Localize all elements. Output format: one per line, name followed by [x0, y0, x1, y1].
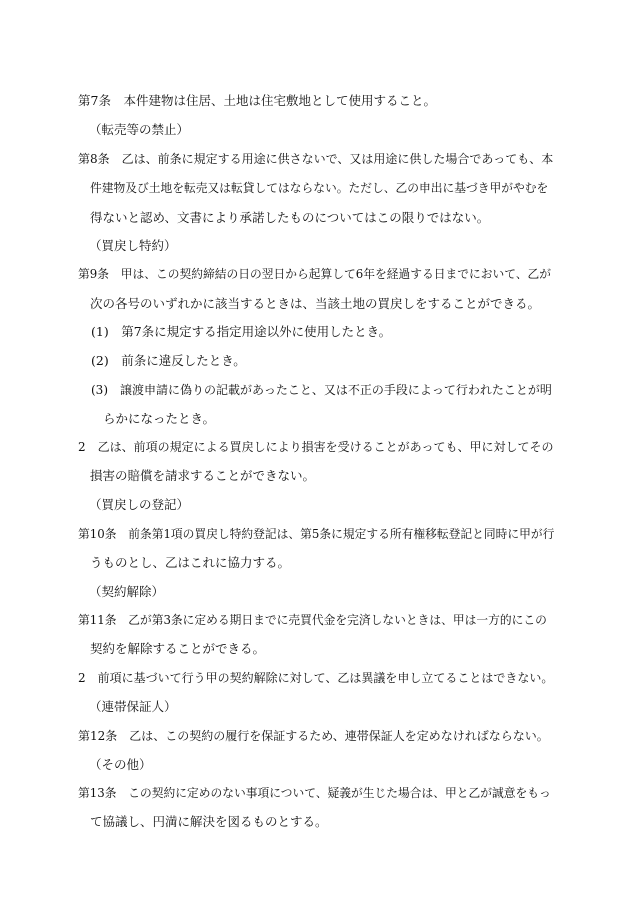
article-9-line-1: 第9条 甲は、この契約締結の日の翌日から起算して6年を経過する日までにおいて、乙が: [78, 267, 551, 281]
article-9-item-3-line-2: らかになったとき。: [103, 411, 216, 426]
article-11-line-2: 契約を解除することができる。: [90, 641, 266, 656]
article-8-line-2: 件建物及び土地を転売又は転貸してはならない。ただし、乙の申出に基づき甲がやむを: [90, 181, 549, 195]
article-9-item-3-line-1: (3) 譲渡申請に偽りの記載があったこと、又は不正の手段によって行われたことが明: [91, 383, 552, 397]
heading-resale-prohibition: （転売等の禁止）: [89, 122, 190, 137]
article-9-paragraph-2-line-1: 2 乙は、前項の規定による買戻しにより損害を受けることがあっても、甲に対してその: [78, 440, 554, 454]
article-12: 第12条 乙は、この契約の履行を保証するため、連帯保証人を定めなければならない。: [78, 729, 549, 743]
article-9-paragraph-2-line-2: 損害の賠償を請求することができない。: [90, 468, 316, 483]
article-11-paragraph-2: 2 前項に基づいて行う甲の契約解除に対して、乙は異議を申し立てることはできない。: [78, 671, 554, 685]
heading-other: （その他）: [89, 757, 152, 772]
heading-buyback-clause: （買戻し特約）: [89, 238, 177, 253]
article-9-item-2: (2) 前条に違反したとき。: [91, 353, 246, 368]
heading-joint-guarantor: （連帯保証人）: [89, 699, 177, 714]
article-13-line-2: て協議し、円満に解決を図るものとする。: [90, 814, 328, 829]
article-7: 第7条 本件建物は住居、土地は住宅敷地として使用すること。: [78, 93, 436, 108]
heading-buyback-registration: （買戻しの登記）: [89, 497, 190, 512]
article-10-line-2: うものとし、乙はこれに協力する。: [90, 555, 291, 570]
article-8-line-1: 第8条 乙は、前条に規定する用途に供さないで、又は用途に供した場合であっても、本: [78, 152, 554, 166]
article-8-line-3: 得ないと認め、文書により承諾したものについてはこの限りではない。: [90, 210, 490, 225]
article-13-line-1: 第13条 この契約に定めのない事項について、疑義が生じた場合は、甲と乙が誠意をもっ: [78, 786, 551, 800]
article-9-item-1: (1) 第7条に規定する指定用途以外に使用したとき。: [91, 324, 392, 339]
article-11-line-1: 第11条 乙が第3条に定める期日までに売買代金を完済しないときは、甲は一方的にこの: [78, 613, 547, 627]
article-9-line-2: 次の各号のいずれかに該当するときは、当該土地の買戻しをすることができる。: [90, 296, 541, 311]
article-10-line-1: 第10条 前条第1項の買戻し特約登記は、第5条に規定する所有権移転登記と同時に甲が行: [78, 527, 555, 541]
heading-contract-termination: （契約解除）: [89, 584, 165, 599]
